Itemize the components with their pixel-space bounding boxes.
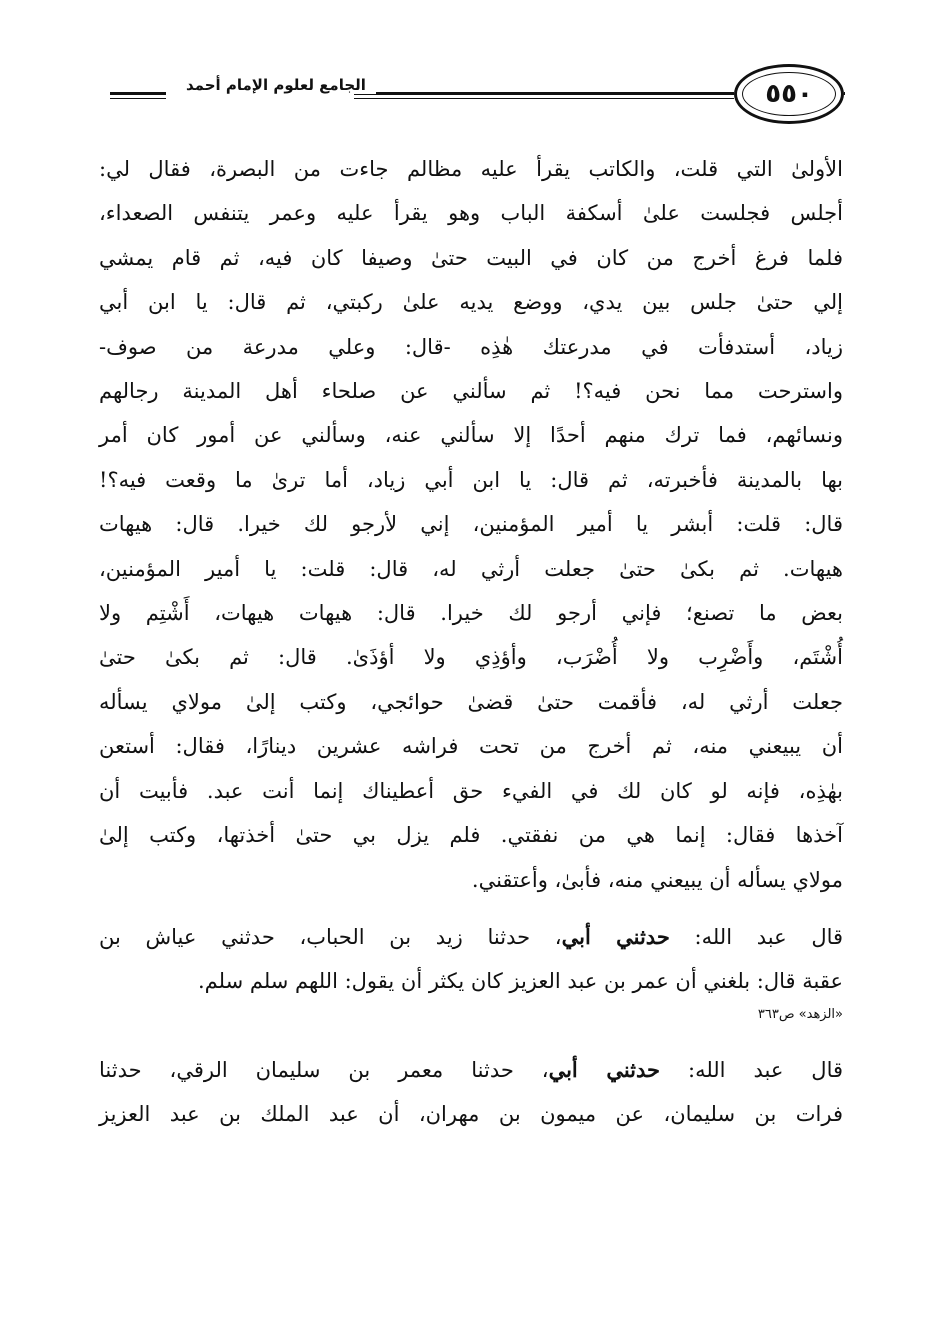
- passage-2: [99, 915, 843, 1026]
- header-title: الجامع لعلوم الإمام أحمد: [176, 76, 376, 94]
- text-line: بهٰذِه، فإنه لو كان لك في الفيء حق أعطيناك إنما أنت عبد. فأبيت أن: [99, 778, 843, 803]
- text-line: فلما فرغ أخرج من كان في البيت حتىٰ وصيفا كان فيه، ثم قام يمشي: [99, 245, 843, 270]
- text-line: إلي حتىٰ جلس بين يدي، ووضع يديه علىٰ ركبتي، ثم قال: يا ابن أبي: [99, 290, 843, 315]
- header-rule-left-thin: [110, 98, 166, 99]
- page-number: ٥٥٠: [765, 79, 813, 109]
- header-rule-middle-thick: [354, 92, 734, 95]
- text-line: واسترحت مما نحن فيه؟! ثم سألني عن صلحاء أهل المدينة رجالهم: [99, 379, 843, 404]
- text-line: الأولىٰ التي قلت، والكاتب يقرأ عليه مظالم جاءت من البصرة، فقال لي:: [99, 157, 843, 181]
- text-line: أُشْتَم، وأَضْرِب ولا أُضْرَب، وأؤذِي ولا أؤذَىٰ. قال: ثم بكىٰ حتىٰ: [99, 645, 843, 670]
- text-line: قال: قلت: أبشر يا أمير المؤمنين، إني لأرجو لك خيرا. قال: هيهات: [99, 512, 843, 537]
- paragraph-spacer: [99, 902, 843, 915]
- header-rule-middle-thin: [354, 98, 734, 99]
- running-header: [110, 62, 845, 132]
- isnad-text: ، حدثنا معمر بن سليمان الرقي، حدثنا: [99, 1057, 549, 1082]
- page-number-badge: [734, 64, 844, 124]
- narrator-intro: قال عبد الله:: [660, 1057, 844, 1082]
- text-line: ونسائهم، فما ترك منهم أحدًا إلا سألني عنه، وسألني عن أمور كان أمر: [99, 423, 843, 448]
- text-line: هيهات. ثم بكىٰ حتىٰ جعلت أرثي له، قال: قلت: يا أمير المؤمنين،: [99, 556, 843, 581]
- text-line: أن يبيعني منه، ثم أخرج من تحت فراشه عشرين دينارًا، فقال: أستعن: [99, 734, 843, 759]
- text-line: بعض ما تصنع؛ فإني أرجو لك خيرا. قال: هيهات هيهات، أَشْتِم ولا: [99, 601, 843, 626]
- header-rule-right-thick: [844, 92, 845, 95]
- text-line: عقبة قال: بلغني أن عمر بن عبد العزيز كان يكثر أن يقول: اللهم سلم سلم.: [197, 969, 843, 994]
- text-line: آخذها فقال: إنما هي من نفقتي. فلم يزل بي حتىٰ أخذتها، وكتب إلىٰ: [99, 823, 843, 848]
- text-line: أجلس فجلست علىٰ أسكفة الباب وهو يقرأ عليه وعمر يتنفس الصعداء،: [99, 201, 843, 226]
- text-line: [99, 915, 843, 959]
- header-rule-left-thick: [110, 92, 166, 95]
- source-citation: «الزهد» ص٣٦٣: [757, 1006, 843, 1022]
- main-text: [99, 147, 843, 1137]
- narrator-bold: حدثني أبي: [561, 923, 670, 949]
- text-line: جعلت أرثي له، فأقمت حتىٰ قضىٰ حوائجي، وكتب إلىٰ مولاي يسأله: [99, 689, 843, 714]
- text-line: [99, 1048, 843, 1092]
- passage-1: [99, 147, 843, 902]
- text-line: فرات بن سليمان، عن ميمون بن مهران، أن عبد الملك بن عبد العزيز: [99, 1102, 843, 1127]
- text-line: بها بالمدينة فأخبرته، ثم قال: يا ابن أبي زياد، أما ترىٰ ما وقعت فيه؟!: [99, 467, 843, 492]
- paragraph-spacer: [99, 1026, 843, 1048]
- text-line: زياد، أستدفأت في مدرعتك هٰذِه -قال: وعلي مدرعة من صوف-: [99, 334, 843, 359]
- passage-3: [99, 1048, 843, 1137]
- isnad-text: ، حدثنا زيد بن الحباب، حدثني عياش بن: [99, 924, 562, 949]
- narrator-intro: قال عبد الله:: [669, 924, 844, 949]
- text-line: مولاي يسأله أن يبيعني منه، فأبىٰ، وأعتقني.: [471, 867, 843, 892]
- narrator-bold: حدثني أبي: [548, 1056, 661, 1082]
